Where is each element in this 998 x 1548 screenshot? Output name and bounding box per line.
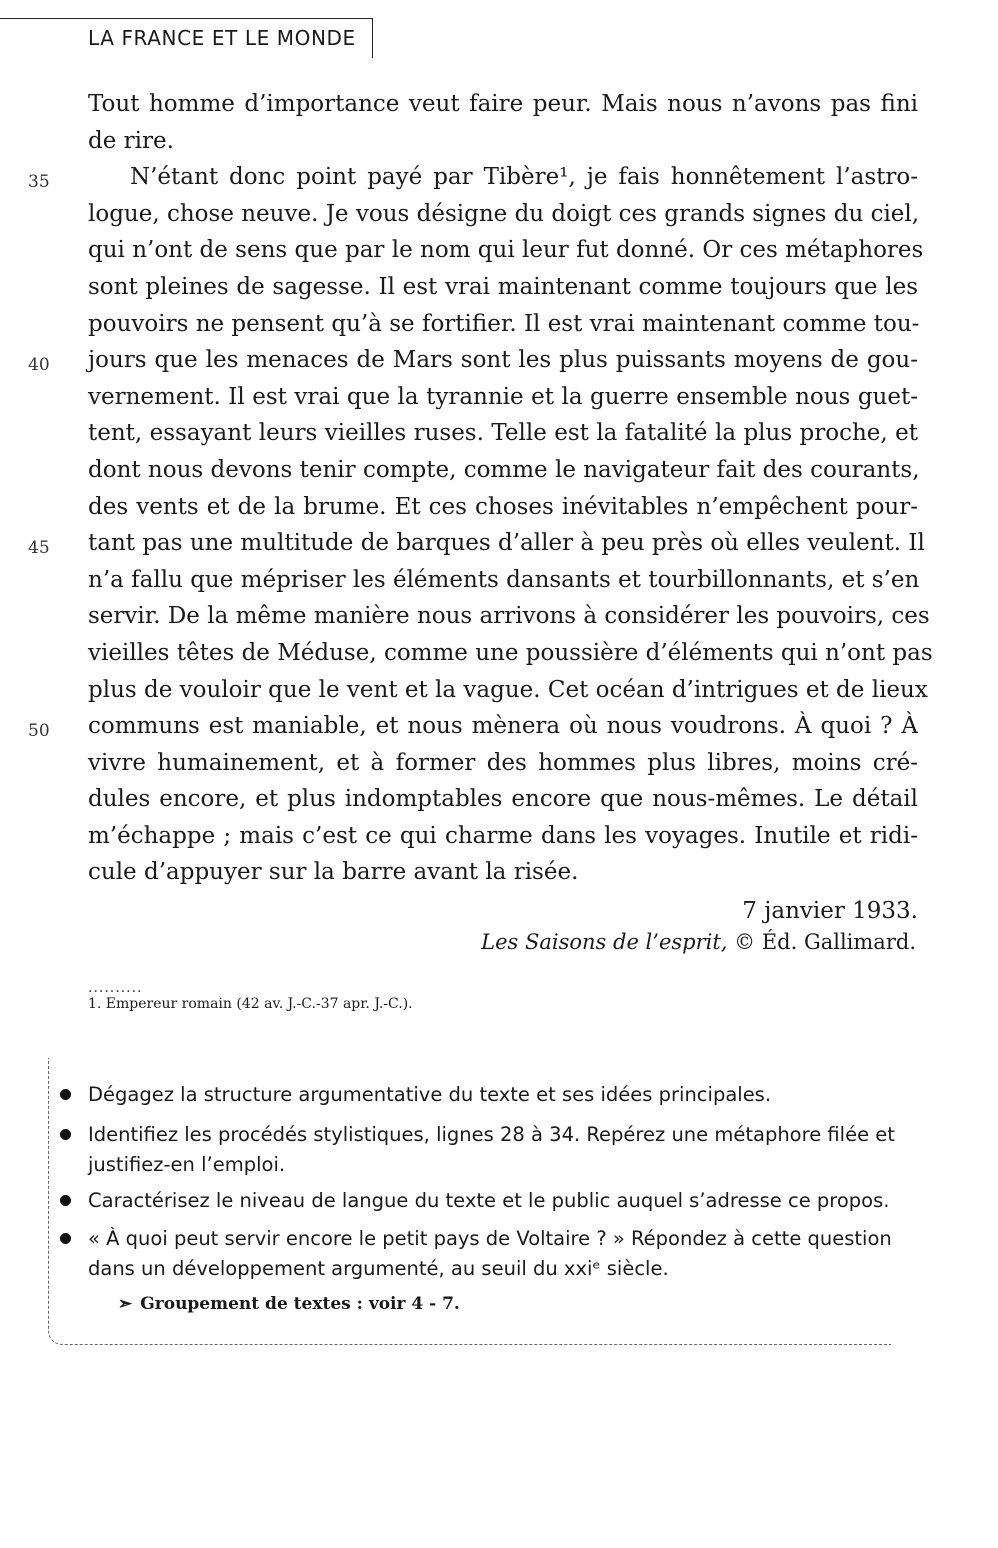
- exercise-item-2: Identifiez les procédés stylistiques, lignes 28 à 34. Repérez une métaphore filée et justifiez-en l’emploi.: [88, 1120, 916, 1180]
- groupement-label: Groupement de textes : voir 4 - 7.: [140, 1294, 460, 1314]
- source-citation: [481, 930, 916, 954]
- groupement-de-textes: [118, 1294, 460, 1314]
- text-line: [88, 818, 918, 855]
- line-number: 45: [28, 538, 50, 559]
- exercise-item-1: Dégagez la structure argumentative du texte et ses idées principales.: [88, 1080, 916, 1110]
- header-rule-vertical: [372, 18, 373, 58]
- text-line: [88, 854, 918, 891]
- line-text: tant pas une multitude de barques d’aller à peu près où elles veulent. Il: [88, 530, 925, 557]
- bullet-icon: [60, 1233, 71, 1244]
- header-rule: [0, 18, 372, 19]
- text-line: [88, 452, 918, 489]
- source-publisher: © Éd. Gallimard.: [734, 930, 916, 954]
- footnote: 1. Empereur romain (42 av. J.-C.-37 apr. J.-C.).: [88, 996, 413, 1012]
- line-text: tent, essayant leurs vieilles ruses. Telle est la fatalité la plus proche, et: [88, 420, 918, 447]
- text-line: [88, 489, 918, 526]
- line-text: logue, chose neuve. Je vous désigne du doigt ces grands signes du ciel,: [88, 200, 920, 227]
- line-text: jours que les menaces de Mars sont les plus puissants moyens de gou-: [88, 347, 918, 374]
- bullet-icon: [60, 1089, 71, 1100]
- line-text: communs est maniable, et nous mènera où nous voudrons. À quoi ? À: [88, 713, 918, 740]
- date-line: 7 janvier 1933.: [742, 898, 918, 925]
- text-line: [88, 781, 918, 818]
- text-line: [88, 562, 918, 599]
- exercise-item-4: « À quoi peut servir encore le petit pays de Voltaire ? » Répondez à cette question dans un développement argumenté, au seuil du xxiᵉ siècle.: [88, 1224, 916, 1284]
- text-line: [88, 269, 918, 306]
- text-line: [88, 379, 918, 416]
- text-line: [88, 196, 918, 233]
- line-text: vernement. Il est vrai que la tyrannie et la guerre ensemble nous guet-: [88, 383, 918, 410]
- text-line: [28, 708, 918, 745]
- text-line: [28, 342, 918, 379]
- line-text: vivre humainement, et à former des hommes plus libres, moins cré-: [88, 749, 918, 776]
- line-text: m’échappe ; mais c’est ce qui charme dans les voyages. Inutile et ridi-: [88, 822, 918, 849]
- line-text: plus de vouloir que le vent et la vague. Cet océan d’intrigues et de lieux: [88, 676, 928, 703]
- text-line: [28, 159, 918, 196]
- line-text: N’étant donc point payé par Tibère¹, je fais honnêtement l’astro-: [130, 164, 918, 191]
- arrow-right-icon: ➣: [118, 1294, 133, 1314]
- body-text: [28, 86, 933, 930]
- bullet-icon: [60, 1195, 71, 1206]
- text-line: [88, 635, 933, 672]
- text-line: [88, 415, 918, 452]
- line-text: dules encore, et plus indomptables encore que nous-mêmes. Le détail: [88, 786, 918, 813]
- line-text: des vents et de la brume. Et ces choses inévitables n’empêchent pour-: [88, 493, 918, 520]
- line-text: Tout homme d’importance veut faire peur. Mais nous n’avons pas fini: [88, 91, 918, 117]
- bullet-icon: [60, 1129, 71, 1140]
- line-text: vieilles têtes de Méduse, comme une poussière d’éléments qui n’ont pas: [88, 639, 933, 666]
- source-title: Les Saisons de l’esprit,: [481, 930, 728, 954]
- line-text: sont pleines de sagesse. Il est vrai maintenant comme toujours que les: [88, 273, 918, 300]
- text-line: [88, 232, 924, 269]
- text-line: [88, 86, 918, 123]
- text-line: [88, 672, 928, 709]
- text-line: [88, 306, 918, 343]
- line-number: 50: [28, 721, 50, 742]
- footnote-rule: ..........: [88, 980, 143, 996]
- line-number: 35: [28, 172, 50, 193]
- exercise-item-3: Caractérisez le niveau de langue du texte et le public auquel s’adresse ce propos.: [88, 1186, 916, 1216]
- text-line: [88, 745, 918, 782]
- line-text: n’a fallu que mépriser les éléments dansants et tourbillonnants, et s’en: [88, 566, 920, 593]
- line-text: pouvoirs ne pensent qu’à se fortifier. Il est vrai maintenant comme tou-: [88, 310, 920, 337]
- line-text: qui n’ont de sens que par le nom qui leur fut donné. Or ces métaphores: [88, 237, 924, 264]
- line-text: servir. De la même manière nous arrivons à considérer les pouvoirs, ces: [88, 603, 930, 630]
- text-line: [88, 598, 930, 635]
- line-number: 40: [28, 355, 50, 376]
- line-text: de rire.: [88, 127, 174, 154]
- running-header: LA FRANCE ET LE MONDE: [88, 26, 356, 50]
- line-text: cule d’appuyer sur la barre avant la risée.: [88, 859, 579, 886]
- text-line: [28, 525, 925, 562]
- line-text: dont nous devons tenir compte, comme le navigateur fait des courants,: [88, 456, 920, 483]
- text-line: [88, 123, 918, 160]
